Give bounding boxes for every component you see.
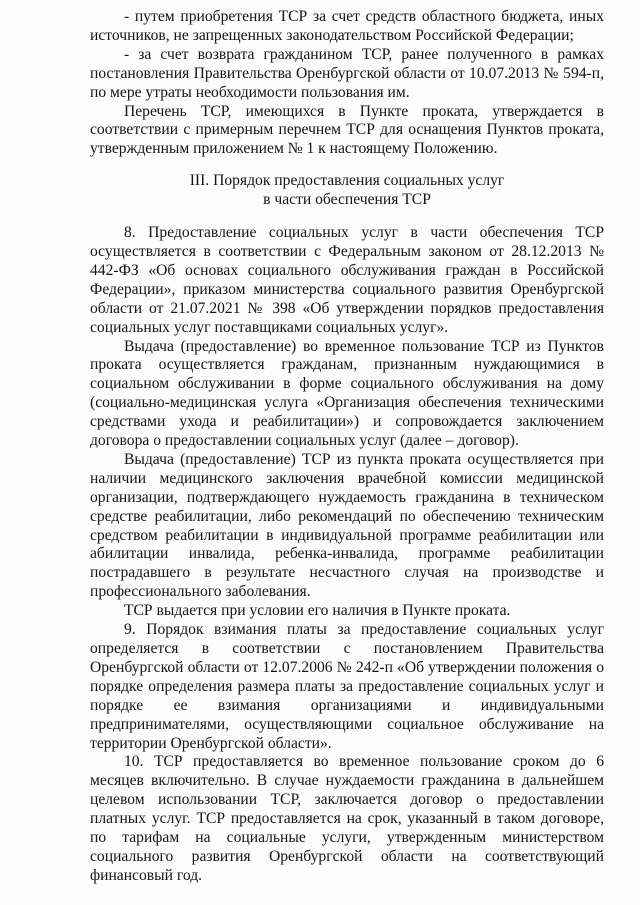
paragraph-return: - за счет возврата гражданином ТСР, ранее полученного в рамках постановления Правительства Оренбургской области от 10.07.2013 № 594-п, по мере утраты необходимости пользования им.: [90, 45, 604, 101]
section-heading-line1: III. Порядок предоставления социальных услуг: [189, 172, 505, 190]
paragraph-10: 10. ТСР предоставляется во временное пользование сроком до 6 месяцев включительно. В случае нуждаемости гражданина в дальнейшем целевом использовании ТСР, заключается договор о предоставлении платных услуг. ТСР предоставляется на срок, указанный в таком договоре, по тарифам на социальные услуги, утвержденным министерством социального развития Оренбургской области на соответствующий финансовый год.: [90, 753, 604, 884]
paragraph-purchase: - путем приобретения ТСР за счет средств областного бюджета, иных источников, не запрещенных законодательством Российской Федерации;: [90, 8, 604, 44]
paragraph-issuance-2: Выдача (предоставление) ТСР из пункта проката осуществляется при наличии медицинского заключения врачебной комиссии медицинской организации, подтверждающего нуждаемость гражданина в техническом средстве реабилитации, либо рекомендаций по обеспечению техническим средством реабилитации в индивидуальной программе реабилитации или абилитации инвалида, ребенка-инвалида, программе реабилитации пострадавшего в результате несчастного случая на производстве и профессионального заболевания.: [90, 450, 604, 601]
paragraph-availability: ТСР выдается при условии его наличия в Пункте проката.: [124, 602, 511, 620]
paragraph-8: 8. Предоставление социальных услуг в части обеспечения ТСР осуществляется в соответствии с Федеральным законом от 28.12.2013 № 442-ФЗ «Об основах социального обслуживания граждан в Российской Федерации», приказом министерства социального развития Оренбургской области от 21.07.2021 № 398 «Об утверждении порядков предоставления социальных услуг поставщиками социальных услуг».: [90, 224, 604, 336]
paragraph-list: Перечень ТСР, имеющихся в Пункте проката, утверждается в соответствии с примерным перечнем ТСР для оснащения Пунктов проката, утвержденным приложением № 1 к настоящему Положению.: [90, 102, 604, 158]
paragraph-issuance-1: Выдача (предоставление) во временное пользование ТСР из Пунктов проката осуществляется гражданам, признанным нуждающимися в социальном обслуживании в форме социального обслуживания на дому (социально-медицинская услуга «Организация обеспечения техническими средствами ухода и реабилитации») и сопровождается заключением договора о предоставлении социальных услуг (далее – договор).: [90, 337, 604, 450]
section-heading-line2: в части обеспечения ТСР: [263, 191, 431, 209]
section-heading: [90, 172, 604, 210]
paragraph-9: 9. Порядок взимания платы за предоставление социальных услуг определяется в соответствии с постановлением Правительства Оренбургской области от 12.07.2006 № 242-п «Об утверждении положения о порядке определения размера платы за предоставление социальных услуг и порядке ее взимания организациями и индивидуальными предпринимателями, осуществляющими социальное обслуживание на территории Оренбургской области».: [90, 621, 604, 752]
